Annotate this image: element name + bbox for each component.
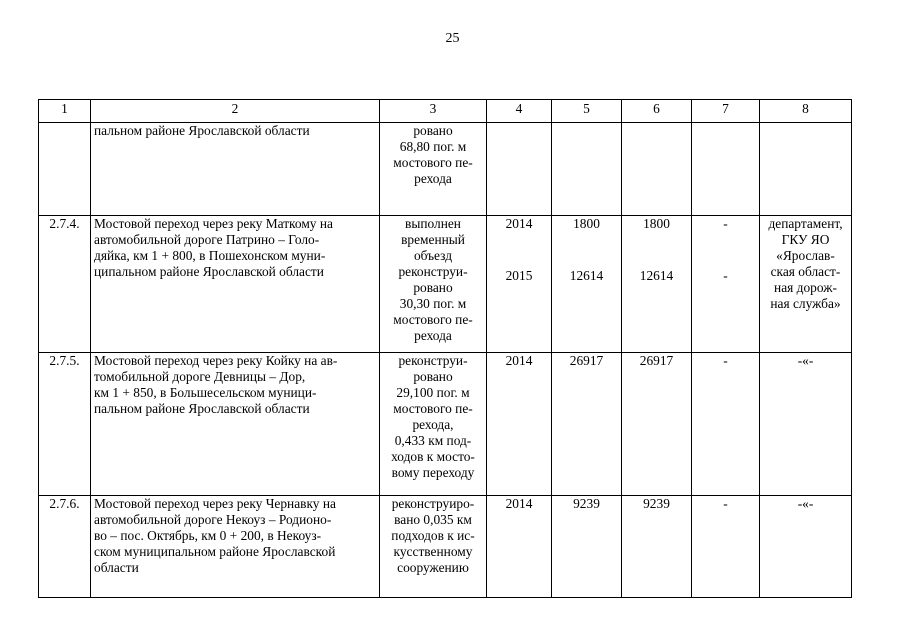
amount-value: 26917 xyxy=(639,353,674,368)
object-name xyxy=(91,353,380,496)
result-line: ровано xyxy=(413,280,453,295)
name-line: дяйка, км 1 + 800, в Пошехонском муни- xyxy=(94,248,326,263)
result-cell xyxy=(380,123,487,216)
executor-line: ская област- xyxy=(770,264,841,279)
header-cell: 4 xyxy=(487,100,552,123)
amount-cell xyxy=(622,123,692,216)
amount-cell xyxy=(692,496,760,598)
amount-value: 9239 xyxy=(643,496,670,511)
table-row xyxy=(39,216,852,353)
result-line: временный xyxy=(401,232,465,247)
table-row xyxy=(39,123,852,216)
table-row xyxy=(39,353,852,496)
amount-cell xyxy=(622,216,692,353)
header-cell: 1 xyxy=(39,100,91,123)
name-line: пальном районе Ярославской области xyxy=(94,123,310,138)
result-line: вому переходу xyxy=(391,465,475,480)
result-line: мостового пе- xyxy=(393,312,473,327)
year-value: 2014 xyxy=(505,353,533,368)
header-cell: 7 xyxy=(692,100,760,123)
row-number: 2.7.4. xyxy=(39,216,91,353)
result-line: реконструи- xyxy=(398,353,468,368)
result-line: мостового пе- xyxy=(393,401,473,416)
row-number: 2.7.5. xyxy=(39,353,91,496)
amount-cell xyxy=(692,216,760,353)
name-line: ципальном районе Ярославской области xyxy=(94,264,324,279)
result-line: кусственному xyxy=(393,544,473,559)
result-line: сооружению xyxy=(397,560,469,575)
result-line: ходов к мосто- xyxy=(391,449,475,464)
result-line: рехода, xyxy=(412,417,454,432)
result-line: 0,433 км под- xyxy=(394,433,472,448)
amount-cell xyxy=(692,353,760,496)
amount-value: 9239 xyxy=(573,496,600,511)
name-line: томобильной дороге Девницы – Дор, xyxy=(94,369,306,384)
executor-cell xyxy=(760,216,852,353)
amount-value: - xyxy=(723,268,728,283)
year-value: 2014 xyxy=(505,496,533,511)
result-line: ровано xyxy=(413,369,453,384)
executor-line: -«- xyxy=(797,496,814,511)
year-value: 2014 xyxy=(505,216,533,231)
executor-line: -«- xyxy=(797,353,814,368)
amount-value: 26917 xyxy=(569,353,604,368)
result-line: объезд xyxy=(413,248,453,263)
result-line: подходов к ис- xyxy=(391,528,475,543)
executor-cell xyxy=(760,123,852,216)
header-cell: 8 xyxy=(760,100,852,123)
result-line: выполнен xyxy=(405,216,461,231)
year-cell xyxy=(487,216,552,353)
result-cell xyxy=(380,216,487,353)
header-cell: 2 xyxy=(91,100,380,123)
amount-value: - xyxy=(723,353,728,368)
result-line: мостового пе- xyxy=(393,155,473,170)
executor-line: ГКУ ЯО xyxy=(781,232,830,247)
object-name xyxy=(91,123,380,216)
name-line: км 1 + 850, в Большесельском муници- xyxy=(94,385,317,400)
header-cell: 6 xyxy=(622,100,692,123)
name-line: во – пос. Октябрь, км 0 + 200, в Некоуз- xyxy=(94,528,322,543)
table-row xyxy=(39,496,852,598)
name-line: ском муниципальном районе Ярославской xyxy=(94,544,336,559)
amount-cell xyxy=(692,123,760,216)
amount-value: 12614 xyxy=(569,268,604,283)
amount-cell xyxy=(622,353,692,496)
year-cell xyxy=(487,353,552,496)
result-line: ровано xyxy=(413,123,453,138)
result-cell xyxy=(380,353,487,496)
row-number: 2.7.6. xyxy=(39,496,91,598)
program-table xyxy=(38,99,852,598)
executor-line: ная служба» xyxy=(770,296,841,311)
name-line: автомобильной дороге Некоуз – Родионо- xyxy=(94,512,332,527)
result-line: 30,30 пог. м xyxy=(399,296,467,311)
result-line: вано 0,035 км xyxy=(394,512,472,527)
object-name xyxy=(91,216,380,353)
name-line: пальном районе Ярославской области xyxy=(94,401,310,416)
amount-value: - xyxy=(723,496,728,511)
name-line: области xyxy=(94,560,139,575)
result-line: 29,100 пог. м xyxy=(396,385,470,400)
year-cell xyxy=(487,496,552,598)
amount-value: - xyxy=(723,216,728,231)
amount-cell xyxy=(552,353,622,496)
executor-line: ная дорож- xyxy=(774,280,837,295)
result-line: реконструи- xyxy=(398,264,468,279)
name-line: Мостовой переход через реку Чернавку на xyxy=(94,496,336,511)
result-line: 68,80 пог. м xyxy=(399,139,467,154)
amount-cell xyxy=(622,496,692,598)
year-cell xyxy=(487,123,552,216)
amount-cell xyxy=(552,216,622,353)
amount-value: 1800 xyxy=(573,216,600,231)
amount-value: 12614 xyxy=(639,268,674,283)
result-line: рехода xyxy=(414,328,452,343)
header-cell: 3 xyxy=(380,100,487,123)
row-number xyxy=(39,123,91,216)
table-header-row xyxy=(39,100,852,123)
name-line: Мостовой переход через реку Койку на ав- xyxy=(94,353,338,368)
amount-cell xyxy=(552,496,622,598)
amount-cell xyxy=(552,123,622,216)
page-number: 25 xyxy=(445,31,460,46)
executor-line: департамент, xyxy=(768,216,843,231)
executor-line: «Ярослав- xyxy=(776,248,835,263)
result-cell xyxy=(380,496,487,598)
header-cell: 5 xyxy=(552,100,622,123)
executor-cell xyxy=(760,353,852,496)
name-line: Мостовой переход через реку Маткому на xyxy=(94,216,333,231)
name-line: автомобильной дороге Патрино – Голо- xyxy=(94,232,320,247)
year-value: 2015 xyxy=(505,268,533,283)
executor-cell xyxy=(760,496,852,598)
result-line: реконструиро- xyxy=(391,496,475,511)
amount-value: 1800 xyxy=(643,216,670,231)
object-name xyxy=(91,496,380,598)
result-line: рехода xyxy=(414,171,452,186)
